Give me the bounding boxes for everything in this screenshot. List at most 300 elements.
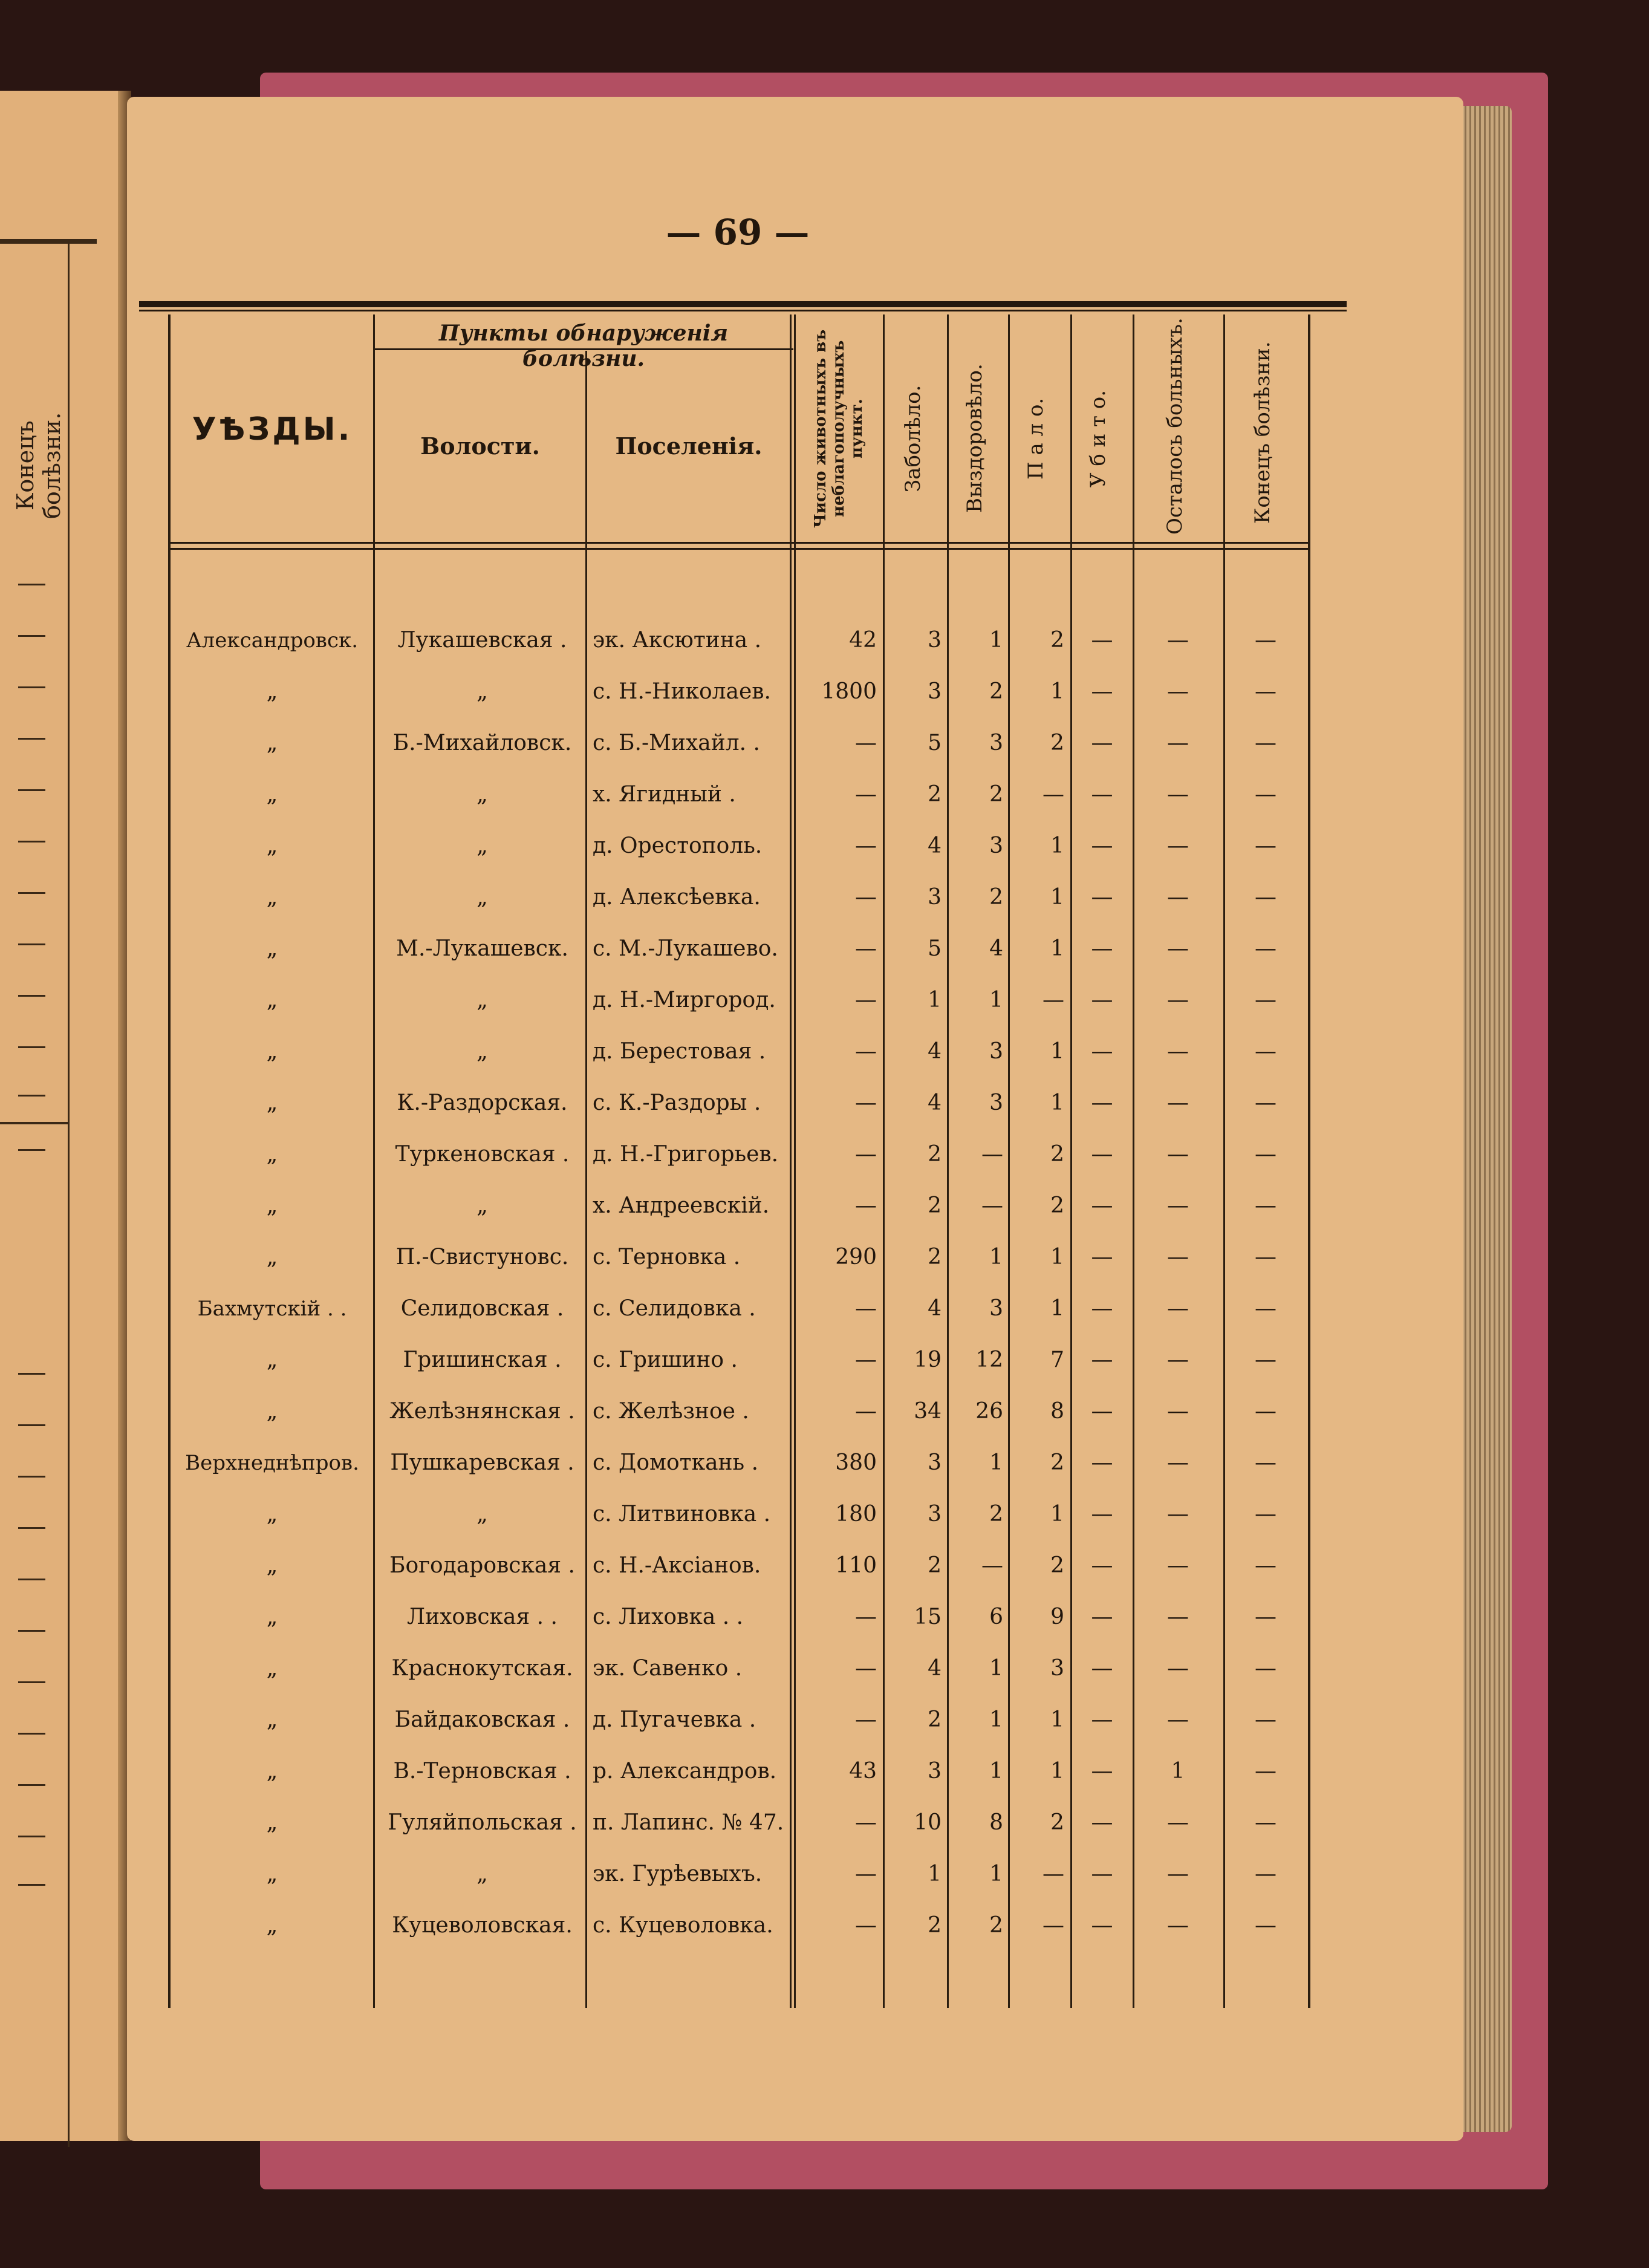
cell-zabolelo: 1 xyxy=(928,988,942,1012)
cell-ubito: — xyxy=(1091,1090,1113,1115)
cell-ubito: — xyxy=(1091,782,1113,807)
cell-ostalos: — xyxy=(1167,628,1189,653)
left-page xyxy=(0,91,118,2141)
cell-ostalos: — xyxy=(1167,731,1189,755)
cell-ubito: — xyxy=(1091,1759,1113,1784)
cell-vyzdorovelo: 1 xyxy=(989,1759,1003,1784)
cell-zabolelo: 4 xyxy=(928,1090,942,1115)
cell-chislo: — xyxy=(855,1193,877,1218)
cell-volost: Краснокутская. xyxy=(391,1656,573,1681)
cell-vyzdorovelo: 4 xyxy=(989,936,1003,961)
header-zabolelo: Заболѣло. xyxy=(901,385,925,492)
cell-ubito: — xyxy=(1091,988,1113,1012)
cell-poselenie: х. Андреевскій. xyxy=(593,1193,770,1218)
cell-ubito: — xyxy=(1091,885,1113,910)
cell-chislo: 1800 xyxy=(821,679,877,704)
cell-palo: 1 xyxy=(1050,833,1064,858)
cell-uezd: „ xyxy=(266,1245,278,1269)
cell-volost: П.-Свистуновс. xyxy=(395,1245,569,1269)
cell-poselenie: р. Александров. xyxy=(593,1759,777,1784)
col-line xyxy=(790,314,792,2008)
cell-zabolelo: 2 xyxy=(928,1193,942,1218)
cell-palo: — xyxy=(1042,1913,1064,1938)
cell-ostalos: — xyxy=(1167,1193,1189,1218)
cell-poselenie: эк. Савенко . xyxy=(593,1656,743,1681)
cell-poselenie: с. Гришино . xyxy=(593,1347,738,1372)
left-page-mark xyxy=(18,686,45,688)
cell-uezd: „ xyxy=(266,988,278,1012)
cell-palo: 2 xyxy=(1050,1450,1064,1475)
cell-uezd: „ xyxy=(266,679,278,704)
cell-ubito: — xyxy=(1091,833,1113,858)
cell-konets: — xyxy=(1255,731,1277,755)
header-poselenie: Поселенія. xyxy=(615,432,763,460)
cell-uezd: „ xyxy=(266,731,278,755)
cell-palo: 1 xyxy=(1050,936,1064,961)
left-page-mark xyxy=(18,1836,45,1837)
col-line xyxy=(794,314,796,2008)
cell-zabolelo: 3 xyxy=(928,628,942,653)
cell-ubito: — xyxy=(1091,1193,1113,1218)
cell-poselenie: с. Терновка . xyxy=(593,1245,741,1269)
cell-zabolelo: 4 xyxy=(928,1296,942,1321)
cell-konets: — xyxy=(1255,1347,1277,1372)
cell-ostalos: — xyxy=(1167,1090,1189,1115)
left-page-mark xyxy=(18,1095,45,1097)
cell-zabolelo: 2 xyxy=(928,782,942,807)
cell-ubito: — xyxy=(1091,1039,1113,1064)
cell-poselenie: д. Алексѣевка. xyxy=(593,885,761,910)
cell-chislo: — xyxy=(855,1090,877,1115)
cell-chislo: — xyxy=(855,1142,877,1167)
cell-ostalos: — xyxy=(1167,1810,1189,1835)
cell-volost: Б.-Михайловск. xyxy=(392,731,572,755)
left-page-mark xyxy=(18,1373,45,1375)
col-line xyxy=(1223,314,1225,2008)
cell-poselenie: с. Селидовка . xyxy=(593,1296,756,1321)
cell-ostalos: — xyxy=(1167,1553,1189,1578)
cell-chislo: — xyxy=(855,1039,877,1064)
cell-ostalos: — xyxy=(1167,1450,1189,1475)
cell-vyzdorovelo: 1 xyxy=(989,1245,1003,1269)
left-page-rule xyxy=(0,1122,70,1124)
cell-ostalos: 1 xyxy=(1171,1759,1185,1784)
cell-ostalos: — xyxy=(1167,1296,1189,1321)
cell-ostalos: — xyxy=(1167,1347,1189,1372)
cell-ubito: — xyxy=(1091,731,1113,755)
cell-uezd: „ xyxy=(266,1193,278,1218)
cell-chislo: 180 xyxy=(835,1502,877,1527)
left-page-mark xyxy=(18,841,45,842)
cell-zabolelo: 2 xyxy=(928,1245,942,1269)
cell-chislo: — xyxy=(855,1913,877,1938)
top-rule xyxy=(139,301,1347,307)
cell-chislo: — xyxy=(855,1810,877,1835)
cell-vyzdorovelo: — xyxy=(981,1142,1003,1167)
cell-poselenie: с. Желѣзное . xyxy=(593,1399,749,1424)
col-line xyxy=(373,314,375,2008)
cell-vyzdorovelo: 2 xyxy=(989,1502,1003,1527)
cell-zabolelo: 15 xyxy=(914,1605,942,1629)
cell-uezd: „ xyxy=(266,1347,278,1372)
cell-zabolelo: 19 xyxy=(914,1347,942,1372)
cell-zabolelo: 3 xyxy=(928,679,942,704)
cell-uezd: „ xyxy=(266,1759,278,1784)
left-page-mark xyxy=(18,1476,45,1478)
cell-ubito: — xyxy=(1091,1347,1113,1372)
cell-ubito: — xyxy=(1091,1656,1113,1681)
header-palo: П а л о. xyxy=(1024,397,1048,480)
cell-konets: — xyxy=(1255,1502,1277,1527)
cell-poselenie: д. Н.-Миргород. xyxy=(593,988,776,1012)
cell-uezd: „ xyxy=(266,782,278,807)
left-page-mark xyxy=(18,1784,45,1786)
cell-ubito: — xyxy=(1091,1296,1113,1321)
cell-zabolelo: 3 xyxy=(928,1502,942,1527)
cell-palo: — xyxy=(1042,782,1064,807)
cell-konets: — xyxy=(1255,1913,1277,1938)
header-vyzdorovelo: Выздоровѣло. xyxy=(963,363,987,513)
cell-ostalos: — xyxy=(1167,1862,1189,1886)
cell-vyzdorovelo: 3 xyxy=(989,1090,1003,1115)
header-uezd: УѢЗДЫ. xyxy=(192,411,353,448)
cell-volost: Пушкаревская . xyxy=(390,1450,574,1475)
cell-poselenie: с. М.-Лукашево. xyxy=(593,936,778,961)
cell-vyzdorovelo: 12 xyxy=(975,1347,1003,1372)
cell-poselenie: с. К.-Раздоры . xyxy=(593,1090,761,1115)
cell-uezd: „ xyxy=(266,1502,278,1527)
cell-chislo: 380 xyxy=(835,1450,877,1475)
cell-poselenie: д. Н.-Григорьев. xyxy=(593,1142,779,1167)
cell-ubito: — xyxy=(1091,679,1113,704)
cell-uezd: „ xyxy=(266,1605,278,1629)
cell-vyzdorovelo: 26 xyxy=(975,1399,1003,1424)
cell-uezd: „ xyxy=(266,1553,278,1578)
cell-volost: „ xyxy=(476,1502,488,1527)
cell-volost: Гуляйпольская . xyxy=(388,1810,577,1835)
cell-vyzdorovelo: 3 xyxy=(989,731,1003,755)
cell-vyzdorovelo: 1 xyxy=(989,1450,1003,1475)
cell-ostalos: — xyxy=(1167,1502,1189,1527)
cell-palo: 1 xyxy=(1050,1245,1064,1269)
cell-volost: М.-Лукашевск. xyxy=(396,936,568,961)
cell-konets: — xyxy=(1255,1193,1277,1218)
cell-chislo: — xyxy=(855,988,877,1012)
cell-ostalos: — xyxy=(1167,1039,1189,1064)
header-bottom-rule xyxy=(168,542,1308,544)
cell-zabolelo: 5 xyxy=(928,731,942,755)
cell-konets: — xyxy=(1255,628,1277,653)
cell-konets: — xyxy=(1255,1296,1277,1321)
cell-konets: — xyxy=(1255,988,1277,1012)
cell-volost: „ xyxy=(476,782,488,807)
cell-vyzdorovelo: 6 xyxy=(989,1605,1003,1629)
left-page-mark xyxy=(18,738,45,740)
cell-vyzdorovelo: 1 xyxy=(989,1862,1003,1886)
cell-zabolelo: 2 xyxy=(928,1142,942,1167)
left-page-mark xyxy=(18,995,45,997)
cell-chislo: 110 xyxy=(835,1553,877,1578)
cell-palo: 2 xyxy=(1050,1193,1064,1218)
cell-konets: — xyxy=(1255,1759,1277,1784)
cell-zabolelo: 2 xyxy=(928,1553,942,1578)
cell-konets: — xyxy=(1255,1142,1277,1167)
left-page-mark xyxy=(18,1046,45,1048)
cell-zabolelo: 4 xyxy=(928,833,942,858)
left-page-header: Конецъ болѣзни. xyxy=(12,412,65,520)
cell-ubito: — xyxy=(1091,1142,1113,1167)
cell-ubito: — xyxy=(1091,628,1113,653)
cell-chislo: — xyxy=(855,1296,877,1321)
cell-konets: — xyxy=(1255,833,1277,858)
cell-uezd: „ xyxy=(266,1913,278,1938)
cell-vyzdorovelo: 1 xyxy=(989,628,1003,653)
left-page-mark xyxy=(18,789,45,791)
cell-vyzdorovelo: 1 xyxy=(989,988,1003,1012)
cell-konets: — xyxy=(1255,1656,1277,1681)
cell-uezd: „ xyxy=(266,833,278,858)
cell-zabolelo: 2 xyxy=(928,1707,942,1732)
cell-chislo: — xyxy=(855,1347,877,1372)
cell-chislo: — xyxy=(855,1862,877,1886)
cell-konets: — xyxy=(1255,1553,1277,1578)
left-page-mark xyxy=(18,1579,45,1580)
header-ostalos: Осталось больныхъ. xyxy=(1163,318,1187,535)
cell-volost: Байдаковская . xyxy=(394,1707,570,1732)
cell-volost: „ xyxy=(476,885,488,910)
cell-vyzdorovelo: 2 xyxy=(989,782,1003,807)
cell-konets: — xyxy=(1255,782,1277,807)
cell-volost: Селидовская . xyxy=(400,1296,564,1321)
cell-zabolelo: 3 xyxy=(928,885,942,910)
cell-poselenie: с. Литвиновка . xyxy=(593,1502,771,1527)
cell-volost: Куцеволовская. xyxy=(392,1913,573,1938)
left-page-mark xyxy=(18,943,45,945)
cell-palo: 9 xyxy=(1050,1605,1064,1629)
cell-poselenie: с. Н.-Николаев. xyxy=(593,679,771,704)
left-page-mark xyxy=(18,1630,45,1632)
cell-volost: Лиховская . . xyxy=(407,1605,558,1629)
cell-vyzdorovelo: 2 xyxy=(989,1913,1003,1938)
cell-uezd: „ xyxy=(266,1142,278,1167)
cell-volost: Лукашевская . xyxy=(397,628,567,653)
cell-poselenie: д. Орестополь. xyxy=(593,833,763,858)
cell-ubito: — xyxy=(1091,1913,1113,1938)
cell-uezd: „ xyxy=(266,1707,278,1732)
cell-konets: — xyxy=(1255,1399,1277,1424)
header-group-title: Пункты обнаруженія болѣзни. xyxy=(438,321,729,371)
cell-poselenie: с. Куцеволовка. xyxy=(593,1913,773,1938)
cell-ubito: — xyxy=(1091,1502,1113,1527)
left-page-mark xyxy=(18,1681,45,1683)
cell-ostalos: — xyxy=(1167,833,1189,858)
cell-vyzdorovelo: 3 xyxy=(989,1296,1003,1321)
cell-palo: 2 xyxy=(1050,628,1064,653)
cell-palo: 2 xyxy=(1050,731,1064,755)
cell-chislo: 43 xyxy=(849,1759,877,1784)
cell-volost: Богодаровская . xyxy=(389,1553,575,1578)
cell-vyzdorovelo: — xyxy=(981,1553,1003,1578)
cell-ostalos: — xyxy=(1167,679,1189,704)
left-page-mark xyxy=(18,1527,45,1529)
cell-konets: — xyxy=(1255,1707,1277,1732)
cell-volost: Желѣзнянская . xyxy=(389,1399,575,1424)
cell-uezd: „ xyxy=(266,1039,278,1064)
header-bottom-rule-2 xyxy=(168,548,1308,550)
cell-konets: — xyxy=(1255,936,1277,961)
cell-uezd: „ xyxy=(266,1656,278,1681)
cell-volost: „ xyxy=(476,1862,488,1886)
top-rule-thin xyxy=(139,310,1347,311)
col-line xyxy=(585,351,587,2008)
cell-ubito: — xyxy=(1091,1810,1113,1835)
cell-poselenie: эк. Аксютина . xyxy=(593,628,762,653)
cell-palo: 1 xyxy=(1050,1090,1064,1115)
left-page-mark xyxy=(18,1884,45,1886)
col-line xyxy=(883,314,885,2008)
left-page-col-line xyxy=(68,242,70,2147)
cell-chislo: — xyxy=(855,1399,877,1424)
cell-konets: — xyxy=(1255,679,1277,704)
cell-palo: 1 xyxy=(1050,1707,1064,1732)
cell-konets: — xyxy=(1255,1090,1277,1115)
col-line xyxy=(168,314,171,2008)
header-ubito: У б и т о. xyxy=(1086,389,1110,487)
cell-zabolelo: 4 xyxy=(928,1039,942,1064)
cell-ubito: — xyxy=(1091,936,1113,961)
cell-uezd: „ xyxy=(266,1862,278,1886)
cell-ubito: — xyxy=(1091,1605,1113,1629)
cell-poselenie: с. Н.-Аксіанов. xyxy=(593,1553,761,1578)
cell-volost: Гришинская . xyxy=(403,1347,562,1372)
cell-palo: 3 xyxy=(1050,1656,1064,1681)
cell-uezd: „ xyxy=(266,936,278,961)
cell-chislo: — xyxy=(855,731,877,755)
cell-poselenie: с. Б.-Михайл. . xyxy=(593,731,760,755)
cell-volost: К.-Раздорская. xyxy=(397,1090,568,1115)
cell-palo: 2 xyxy=(1050,1142,1064,1167)
cell-palo: 1 xyxy=(1050,1759,1064,1784)
cell-volost: „ xyxy=(476,1193,488,1218)
col-line xyxy=(1133,314,1134,2008)
left-page-mark xyxy=(18,892,45,894)
cell-palo: 1 xyxy=(1050,1502,1064,1527)
cell-ostalos: — xyxy=(1167,1399,1189,1424)
cell-palo: 1 xyxy=(1050,1039,1064,1064)
cell-konets: — xyxy=(1255,1245,1277,1269)
header-volost: Волости. xyxy=(420,432,540,460)
cell-chislo: — xyxy=(855,782,877,807)
cell-konets: — xyxy=(1255,1810,1277,1835)
col-line xyxy=(1070,314,1072,2008)
cell-chislo: — xyxy=(855,1707,877,1732)
cell-uezd: Верхнеднѣпров. xyxy=(185,1451,359,1475)
cell-ostalos: — xyxy=(1167,936,1189,961)
left-page-mark xyxy=(18,1149,45,1151)
cell-poselenie: п. Лапинс. № 47. xyxy=(593,1810,784,1835)
cell-ubito: — xyxy=(1091,1862,1113,1886)
cell-palo: 1 xyxy=(1050,1296,1064,1321)
cell-zabolelo: 34 xyxy=(914,1399,942,1424)
cell-volost: „ xyxy=(476,833,488,858)
cell-vyzdorovelo: 3 xyxy=(989,833,1003,858)
cell-ostalos: — xyxy=(1167,885,1189,910)
cell-zabolelo: 5 xyxy=(928,936,942,961)
cell-poselenie: х. Ягидный . xyxy=(593,782,736,807)
cell-ostalos: — xyxy=(1167,988,1189,1012)
left-page-mark xyxy=(18,1733,45,1735)
cell-palo: 7 xyxy=(1050,1347,1064,1372)
cell-ostalos: — xyxy=(1167,1707,1189,1732)
cell-chislo: — xyxy=(855,885,877,910)
cell-ostalos: — xyxy=(1167,1245,1189,1269)
cell-palo: — xyxy=(1042,988,1064,1012)
cell-ubito: — xyxy=(1091,1399,1113,1424)
cell-poselenie: с. Лиховка . . xyxy=(593,1605,744,1629)
cell-volost: В.-Терновская . xyxy=(393,1759,571,1784)
cell-zabolelo: 1 xyxy=(928,1862,942,1886)
cell-ubito: — xyxy=(1091,1707,1113,1732)
cell-ostalos: — xyxy=(1167,1605,1189,1629)
cell-vyzdorovelo: 2 xyxy=(989,679,1003,704)
cell-poselenie: д. Пугачевка . xyxy=(593,1707,756,1732)
cell-konets: — xyxy=(1255,885,1277,910)
cell-palo: 1 xyxy=(1050,885,1064,910)
cell-volost: Туркеновская . xyxy=(395,1142,570,1167)
cell-poselenie: д. Берестовая . xyxy=(593,1039,766,1064)
cell-uezd: „ xyxy=(266,1090,278,1115)
cell-poselenie: эк. Гурѣевыхъ. xyxy=(593,1862,763,1886)
cell-ostalos: — xyxy=(1167,782,1189,807)
page-number: — 69 — xyxy=(666,212,810,253)
cell-uezd: „ xyxy=(266,1399,278,1424)
col-line xyxy=(1008,314,1010,2008)
cell-vyzdorovelo: — xyxy=(981,1193,1003,1218)
col-line xyxy=(1308,314,1310,2008)
cell-chislo: — xyxy=(855,833,877,858)
cell-uezd: Александровск. xyxy=(186,628,359,653)
cell-chislo: 290 xyxy=(835,1245,877,1269)
cell-zabolelo: 4 xyxy=(928,1656,942,1681)
cell-zabolelo: 3 xyxy=(928,1450,942,1475)
cell-vyzdorovelo: 8 xyxy=(989,1810,1003,1835)
left-page-mark xyxy=(18,1424,45,1426)
cell-vyzdorovelo: 2 xyxy=(989,885,1003,910)
cell-chislo: 42 xyxy=(849,628,877,653)
cell-konets: — xyxy=(1255,1605,1277,1629)
cell-chislo: — xyxy=(855,936,877,961)
cell-ostalos: — xyxy=(1167,1142,1189,1167)
cell-vyzdorovelo: 1 xyxy=(989,1707,1003,1732)
cell-konets: — xyxy=(1255,1862,1277,1886)
cell-uezd: „ xyxy=(266,885,278,910)
cell-zabolelo: 10 xyxy=(914,1810,942,1835)
cell-vyzdorovelo: 1 xyxy=(989,1656,1003,1681)
cell-palo: 1 xyxy=(1050,679,1064,704)
cell-poselenie: с. Домоткань . xyxy=(593,1450,759,1475)
cell-palo: 8 xyxy=(1050,1399,1064,1424)
cell-palo: 2 xyxy=(1050,1810,1064,1835)
cell-palo: — xyxy=(1042,1862,1064,1886)
cell-zabolelo: 3 xyxy=(928,1759,942,1784)
left-page-mark xyxy=(18,584,45,585)
cell-ubito: — xyxy=(1091,1245,1113,1269)
cell-ubito: — xyxy=(1091,1450,1113,1475)
cell-konets: — xyxy=(1255,1450,1277,1475)
cell-uezd: Бахмутскій . . xyxy=(197,1297,347,1321)
cell-chislo: — xyxy=(855,1656,877,1681)
cell-chislo: — xyxy=(855,1605,877,1629)
